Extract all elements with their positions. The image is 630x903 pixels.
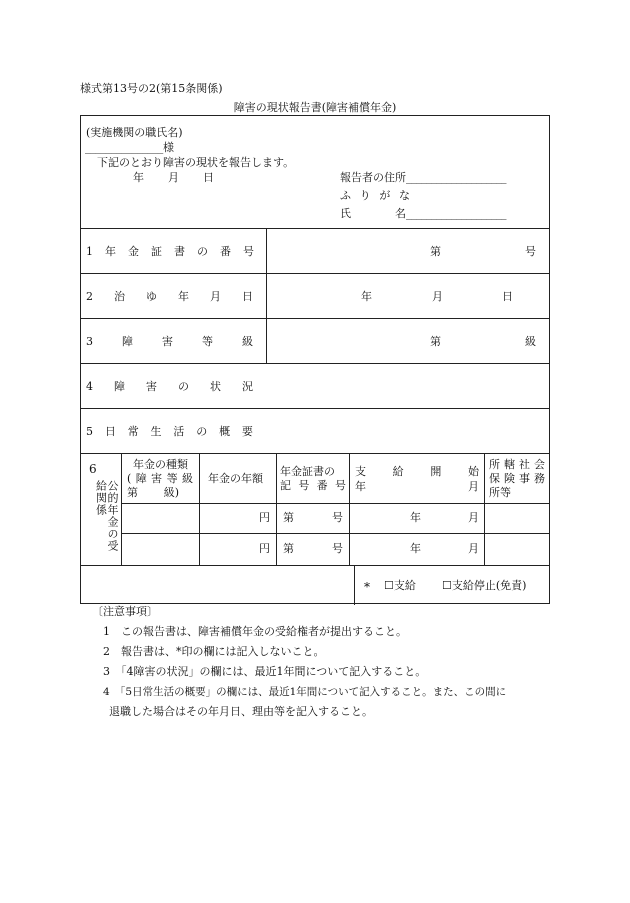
address-label: 報告者の住所: [340, 171, 406, 184]
date-year-label: 年: [133, 171, 144, 184]
row1-go: 号: [525, 245, 536, 258]
note-item: 3 「4障害の状況」の欄には、最近1年間について記入すること。: [103, 665, 427, 678]
form-title: 障害の現状報告書(障害補償年金): [233, 101, 397, 114]
notes-section: [92, 602, 506, 722]
row-b-month: 月: [468, 542, 479, 555]
notes-heading: 〔注意事項〕: [92, 605, 158, 618]
date-day-label: 日: [203, 171, 214, 184]
row-b-year: 年: [410, 542, 421, 555]
col-office-line3: 所等: [489, 486, 511, 499]
rule: [349, 453, 350, 565]
status-suspended-checkbox[interactable]: ☐支給停止(免責): [442, 579, 527, 592]
report-statement: 下記のとおり障害の現状を報告します。: [97, 156, 295, 169]
rule: [81, 408, 549, 409]
row-a-go: 号: [332, 511, 343, 524]
row3-kyu: 級: [525, 335, 536, 348]
row4-label: 4 障 害 の 状 況: [86, 380, 253, 393]
row2-label: 2 治 ゆ 年 月 日: [86, 290, 253, 303]
name-label: 氏 名: [340, 207, 406, 220]
furigana-label: ふ り が な: [340, 189, 410, 202]
rule: [81, 318, 549, 319]
col-office-line1: 所 轄 社 会: [489, 458, 545, 471]
col-cert-line1: 年金証書の: [280, 465, 335, 478]
rule: [121, 453, 122, 565]
col-office-line2: 保 険 事 務: [489, 472, 545, 485]
address-field[interactable]: ____________________: [406, 171, 506, 184]
col-type-line1: 年金の種類: [133, 458, 188, 471]
col-type-line3: 第 級): [127, 486, 179, 499]
section6-label: 公的年金の受給関係: [94, 480, 119, 552]
row-a-year: 年: [410, 511, 421, 524]
col-start-line1: 支 給 開 始: [355, 465, 479, 478]
rule: [81, 453, 549, 454]
form-number: 様式第13号の2(第15条関係): [80, 82, 223, 95]
report-form-frame: [80, 115, 550, 604]
col-start-year: 年: [355, 480, 366, 493]
row-b-go: 号: [332, 542, 343, 555]
asterisk-mark: *: [364, 580, 370, 594]
addressee-line: _______________様: [85, 141, 174, 154]
col-type-line2: ( 障 害 等 級: [127, 472, 193, 485]
row3-dai: 第: [430, 335, 441, 348]
col-cert-line2: 記 号 番 号: [280, 479, 346, 492]
row-a-dai: 第: [283, 511, 294, 524]
row3-label: 3 障 害 等 級: [86, 335, 253, 348]
rule: [81, 273, 549, 274]
row1-dai: 第: [430, 245, 441, 258]
rule: [199, 453, 200, 565]
row-b-dai: 第: [283, 542, 294, 555]
rule: [276, 453, 277, 565]
note-item: 2 報告書は、*印の欄には記入しないこと。: [103, 645, 325, 658]
rule: [484, 453, 485, 565]
status-paid-checkbox[interactable]: ☐支給: [384, 579, 416, 592]
rule: [354, 565, 355, 605]
date-month-label: 月: [168, 171, 179, 184]
rule: [81, 228, 549, 229]
col-start-month: 月: [468, 480, 479, 493]
rule: [81, 363, 549, 364]
agency-label: (実施機関の職氏名): [86, 126, 183, 139]
note-item: 1 この報告書は、障害補償年金の受給権者が提出すること。: [103, 625, 407, 638]
row2-day: 日: [502, 290, 513, 303]
row1-label: 1 年 金 証 書 の 番 号: [86, 245, 254, 258]
rule: [266, 228, 267, 363]
note-item: 4 「5日常生活の概要」の欄には、最近1年間について記入すること。また、この間に: [103, 686, 507, 698]
row5-label: 5 日 常 生 活 の 概 要: [86, 425, 253, 438]
row-a-month: 月: [468, 511, 479, 524]
name-field[interactable]: ____________________: [406, 207, 506, 220]
row2-year: 年: [361, 290, 372, 303]
rule: [81, 565, 549, 566]
section6-number: 6: [89, 462, 97, 476]
col-amount: 年金の年額: [208, 472, 263, 485]
note-item-continuation: 退職した場合はその年月日、理由等を記入すること。: [109, 705, 373, 718]
row-a-yen: 円: [259, 511, 270, 524]
row-b-yen: 円: [259, 542, 270, 555]
row2-month: 月: [432, 290, 443, 303]
